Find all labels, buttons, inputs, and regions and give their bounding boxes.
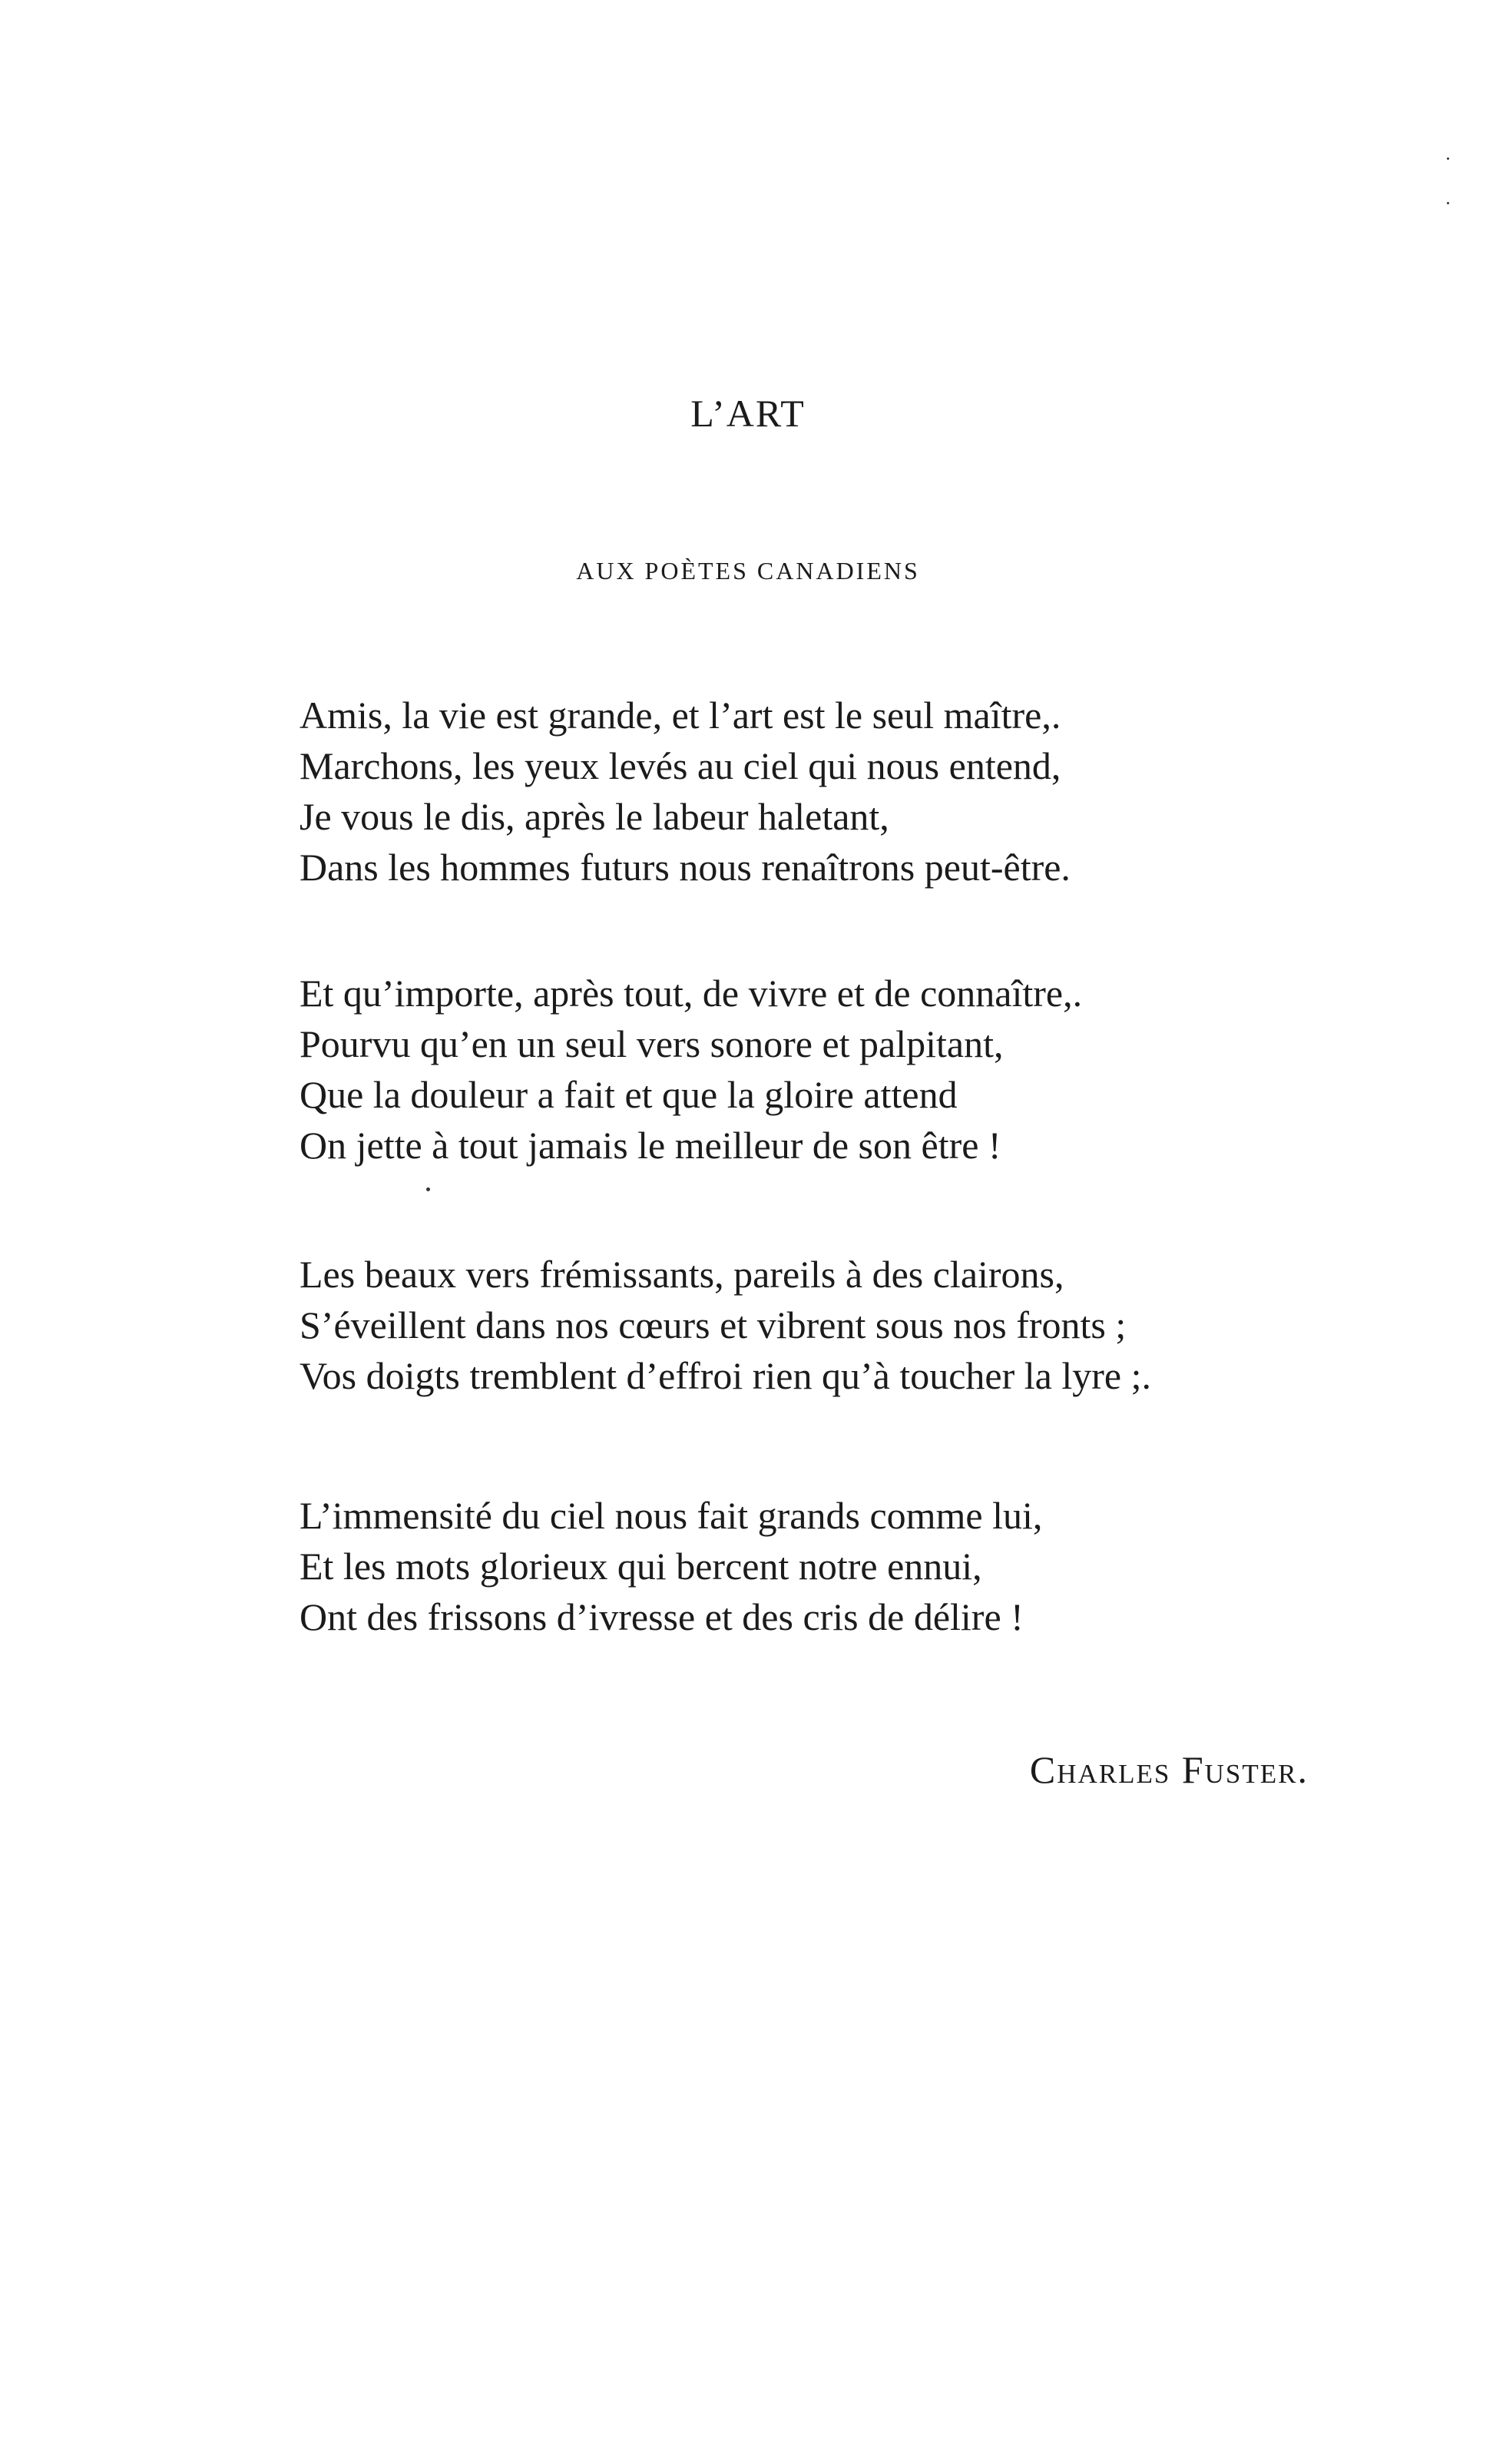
stanza-3	[300, 1249, 1298, 1401]
verse-line: Les beaux vers frémissants, pareils à des clairons,	[300, 1253, 1064, 1296]
poem-title: L’ART	[690, 392, 806, 435]
verse-line: Marchons, les yeux levés au ciel qui nous entend,	[300, 744, 1061, 787]
stanza-4	[300, 1490, 1298, 1642]
verse-line: Dans les hommes futurs nous renaîtrons peut-être.	[300, 846, 1071, 889]
verse-line: Pourvu qu’en un seul vers sonore et palpitant,	[300, 1022, 1004, 1065]
verse-line: Et les mots glorieux qui bercent notre ennui,	[300, 1545, 982, 1588]
scan-speck	[1447, 202, 1449, 204]
scan-speck	[1447, 157, 1449, 160]
poem-dedication: AUX POÈTES CANADIENS	[576, 557, 920, 585]
author-signature: Charles Fuster.	[1029, 1748, 1309, 1791]
ink-dot	[426, 1187, 430, 1191]
verse-line: L’immensité du ciel nous fait grands comme lui,	[300, 1494, 1043, 1537]
stanza-2	[300, 968, 1298, 1171]
verse-line: On jette à tout jamais le meilleur de son être !	[300, 1124, 1001, 1167]
verse-line: Amis, la vie est grande, et l’art est le seul maître,.	[300, 694, 1061, 737]
verse-line: Je vous le dis, après le labeur haletant,	[300, 795, 889, 838]
verse-line: Vos doigts tremblent d’effroi rien qu’à toucher la lyre ;.	[300, 1354, 1151, 1397]
verse-line: Que la douleur a fait et que la gloire attend	[300, 1073, 958, 1116]
stanza-1	[300, 690, 1298, 893]
verse-line: S’éveillent dans nos cœurs et vibrent sous nos fronts ;	[300, 1303, 1127, 1346]
verse-line: Et qu’importe, après tout, de vivre et de connaître,.	[300, 972, 1083, 1015]
verse-line: Ont des frissons d’ivresse et des cris de délire !	[300, 1595, 1024, 1638]
